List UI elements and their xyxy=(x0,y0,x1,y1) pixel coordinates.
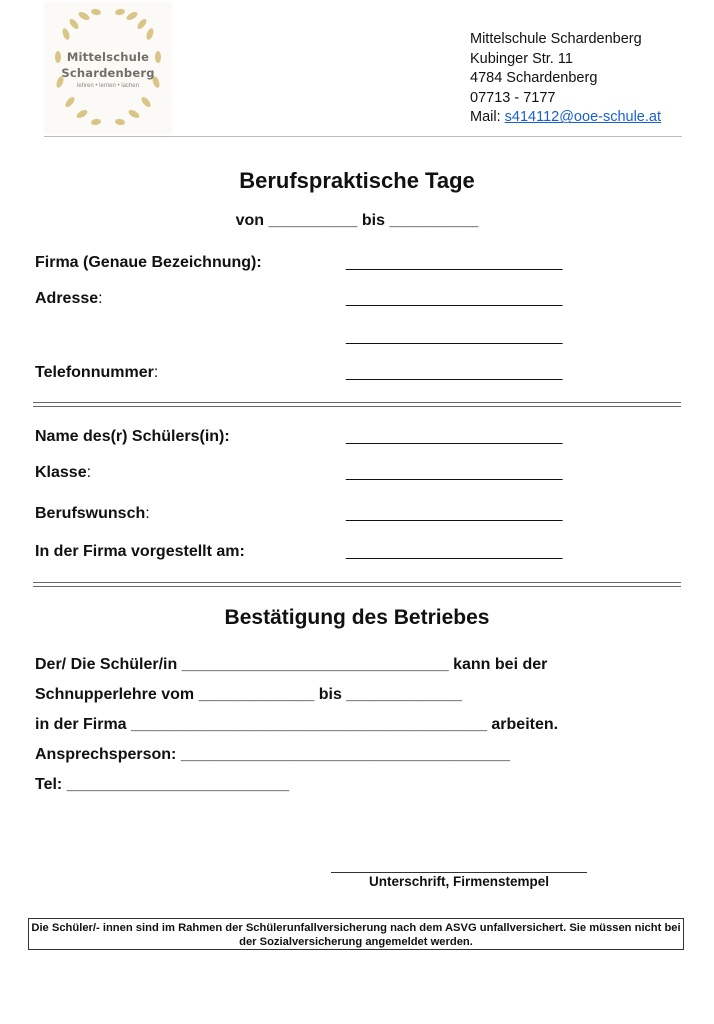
adresse-field-2[interactable]: __________________________ xyxy=(346,328,562,345)
form-title: Berufspraktische Tage xyxy=(239,168,475,193)
adresse-label: Adresse xyxy=(35,290,99,307)
beruf-colon: : xyxy=(145,505,150,522)
klasse-colon: : xyxy=(86,464,92,481)
mail-label: Mail: xyxy=(470,109,501,126)
school-city: 4784 Schardenberg xyxy=(470,70,598,87)
confirmation-title: Bestätigung des Betriebes xyxy=(224,606,490,629)
firma-row-label xyxy=(35,254,262,272)
school-mail-row xyxy=(470,108,661,128)
confirmation-line-5[interactable]: Tel: _________________________ xyxy=(35,776,290,793)
school-name: Mittelschule Schardenberg xyxy=(470,31,642,47)
school-phone: 07713 - 7177 xyxy=(470,89,556,106)
school-street: Kubinger Str. 11 xyxy=(470,50,573,67)
period-line: von __________ bis __________ xyxy=(235,212,479,229)
adresse-row-label xyxy=(35,290,103,308)
confirmation-line-1[interactable]: Der/ Die Schüler/in ______________________________ kann bei der xyxy=(35,656,548,673)
firma-hint: (Genaue Bezeichnung): xyxy=(78,254,262,271)
vorgestellt-field[interactable]: __________________________ xyxy=(346,543,562,560)
klasse-row-label xyxy=(35,464,91,482)
adresse-field-1[interactable]: __________________________ xyxy=(346,290,562,307)
klasse-label: Klasse xyxy=(35,464,87,481)
vorgestellt-label: In der Firma vorgestellt am: xyxy=(35,543,245,560)
logo-line-1: Mittelschule xyxy=(66,50,150,64)
confirmation-line-3[interactable]: in der Firma ________________________________________ arbeiten. xyxy=(35,716,559,733)
beruf-field[interactable]: __________________________ xyxy=(346,505,562,522)
firma-field[interactable]: __________________________ xyxy=(346,254,562,271)
confirmation-line-4[interactable]: Ansprechsperson: _____________________________________ xyxy=(35,746,511,763)
signature-line[interactable] xyxy=(331,872,587,873)
section-divider-1 xyxy=(33,402,681,407)
telefon-label: Telefonnummer xyxy=(35,364,154,381)
school-logo xyxy=(44,2,172,134)
insurance-note: Die Schüler/- innen sind im Rahmen der Schülerunfallversicherung nach dem ASVG unfallversichert. Sie müssen nicht bei der Sozialversicherung angemeldet werden. xyxy=(28,918,684,950)
section-divider-2 xyxy=(33,582,681,587)
mail-link[interactable]: s414112@ooe-schule.at xyxy=(504,109,661,126)
confirmation-line-2[interactable]: Schnupperlehre vom _____________ bis _____________ xyxy=(35,686,462,703)
school-address xyxy=(470,30,661,128)
name-field[interactable]: __________________________ xyxy=(346,428,562,445)
telefon-colon: : xyxy=(153,364,159,381)
logo-tagline: lehren • lernen • lachen xyxy=(77,83,139,89)
klasse-field[interactable]: __________________________ xyxy=(346,464,562,481)
adresse-colon: : xyxy=(98,290,103,307)
logo-line-2: Schardenberg xyxy=(61,66,155,80)
telefon-row-label xyxy=(35,364,158,382)
header-divider xyxy=(44,136,682,137)
name-label: Name des(r) Schülers(in): xyxy=(35,428,230,445)
beruf-row-label xyxy=(35,505,150,523)
firma-label: Firma xyxy=(35,254,79,271)
signature-label: Unterschrift, Firmenstempel xyxy=(368,874,550,889)
telefon-field[interactable]: __________________________ xyxy=(346,364,562,381)
beruf-label: Berufswunsch xyxy=(35,505,146,522)
